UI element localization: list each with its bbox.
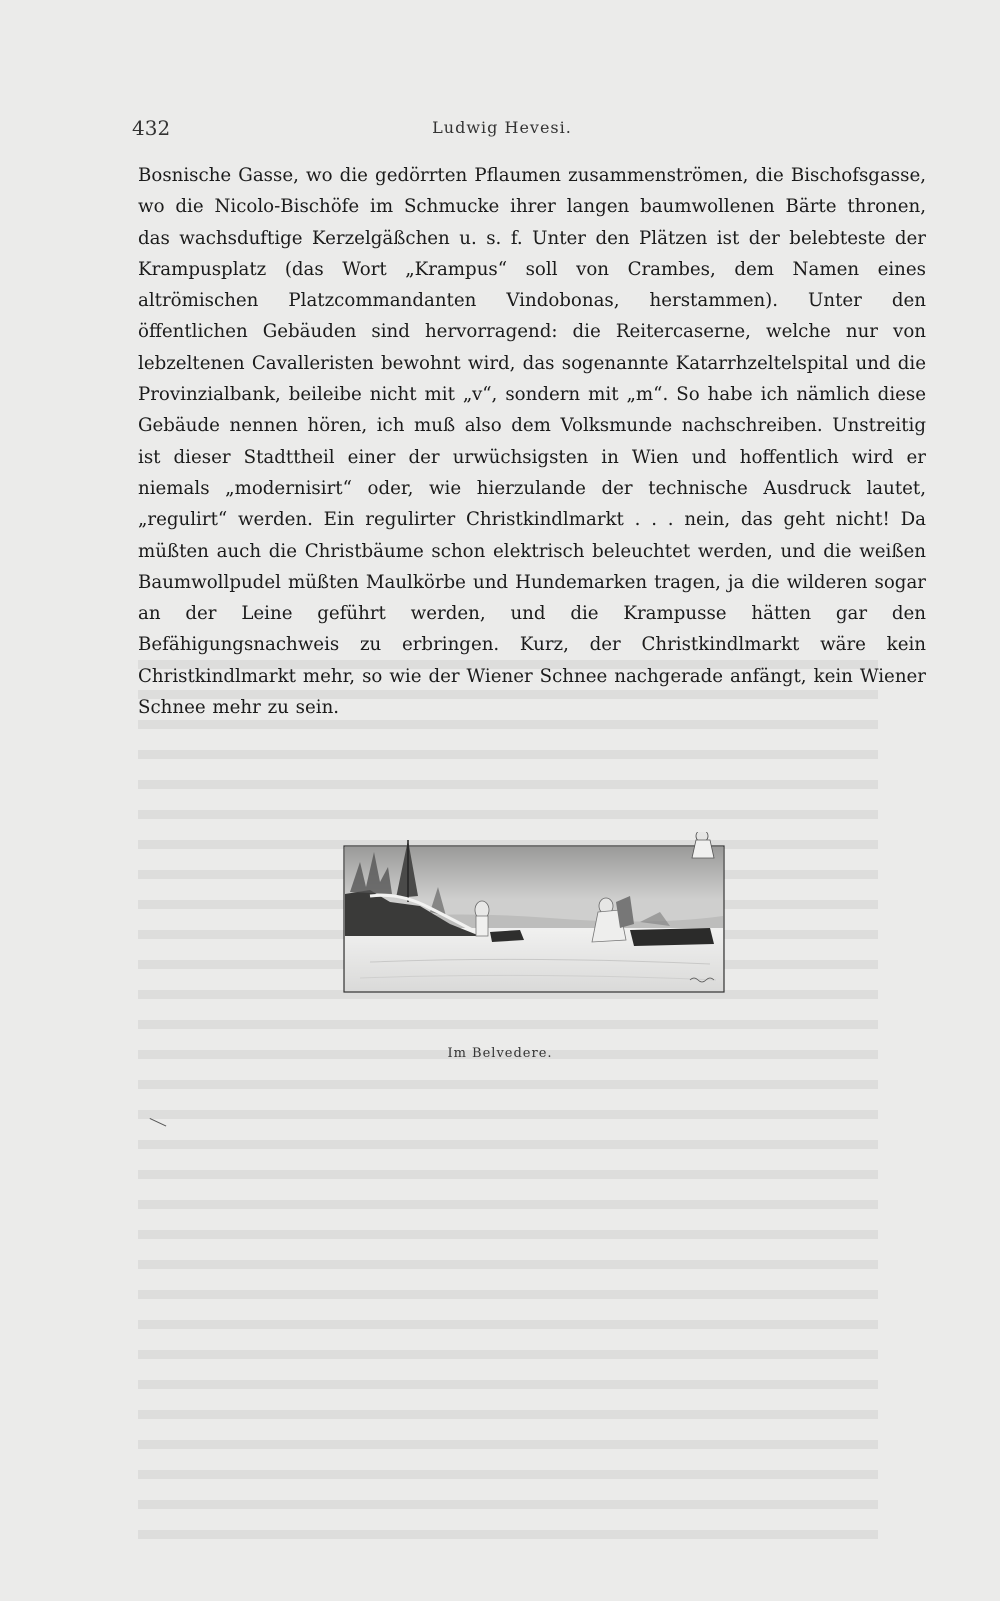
winter-scene-illustration [330,832,740,1012]
figure-caption: Im Belvedere. [447,1046,553,1061]
page-number: 432 [132,116,171,140]
page-header [132,116,872,146]
body-text [138,160,926,723]
show-through-text [138,660,878,1560]
running-head: Ludwig Hevesi. [432,118,572,137]
paragraph: Bosnische Gasse, wo die gedörrten Pflaumen zusammenströmen, die Bischofsgasse, wo die Nicolo-Bischöfe im Schmucke ihrer langen baumwollenen Bärte thronen, das wachsduftige Kerzelgäßchen u. s. f. Unter den Plätzen ist der belebteste der Krampusplatz (das Wort „Krampus“ soll von Crambes, dem Namen eines altrömischen Platzcommandanten Vindobonas, herstammen). Unter den öffentlichen Gebäuden sind hervorragend: die Reitercaserne, welche nur von lebzeltenen Cavalleristen bewohnt wird, das sogenannte Katarrhzeltelspital und die Provinzialbank, beileibe nicht mit „v“, sondern mit „m“. So habe ich nämlich diese Gebäude nennen hören, ich muß also dem Volksmunde nachschreiben. Unstreitig ist dieser Stadttheil einer der urwüchsigsten in Wien und hoffentlich wird er niemals „modernisirt“ oder, wie hierzulande der technische Ausdruck lautet, „regulirt“ werden. Ein regulirter Christkindlmarkt . . . nein, das geht nicht! Da müßten auch die Christbäume schon elektrisch beleuchtet werden, und die weißen Baumwollpudel müßten Maulkörbe und Hundemarken tragen, ja die wilderen sogar an der Leine geführt werden, und die Krampusse hätten gar den Befähigungsnachweis zu erbringen. Kurz, der Christkindlmarkt wäre kein Christkindlmarkt mehr, so wie der Wiener Schnee nachgerade anfängt, kein Wiener Schnee mehr zu sein. [138,165,926,719]
